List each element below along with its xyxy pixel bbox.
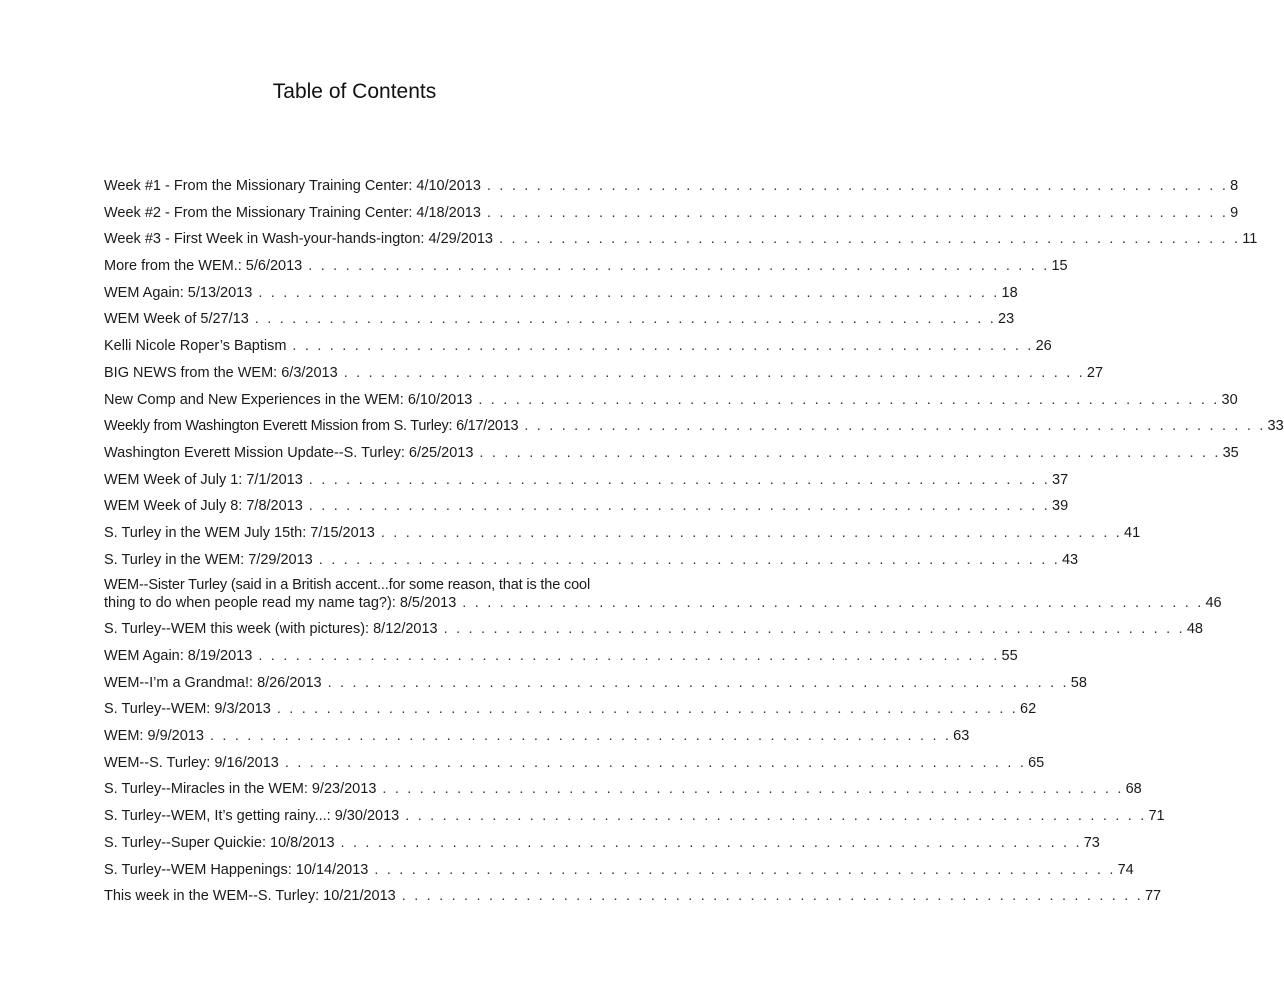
dot-leader: . . . . . . . . . . . . . . . . . . . . . . . . . . . . . . . . . . . . . . . . . . . . . . . . . . . . . . . . . . . . <box>318 551 1060 568</box>
toc-entry <box>104 202 1239 229</box>
toc-entry-title: S. Turley in the WEM: 7/29/2013 <box>104 551 313 568</box>
toc-page-number: 48 <box>1186 621 1203 638</box>
toc-entry-title: This week in the WEM--S. Turley: 10/21/2013 <box>104 888 396 905</box>
toc-page-number: 9 <box>1230 204 1239 221</box>
toc-page-number: 35 <box>1222 444 1239 461</box>
toc-entry <box>104 335 1052 362</box>
dot-leader: . . . . . . . . . . . . . . . . . . . . . . . . . . . . . . . . . . . . . . . . . . . . . . . . . . . . . . . . . . . . <box>327 674 1069 691</box>
toc-entry <box>104 389 1238 416</box>
toc-entry-title: S. Turley--Miracles in the WEM: 9/23/2013 <box>104 781 377 798</box>
dot-leader: . . . . . . . . . . . . . . . . . . . . . . . . . . . . . . . . . . . . . . . . . . . . . . . . . . . . . . . . . . . . <box>405 808 1147 825</box>
dot-leader: . . . . . . . . . . . . . . . . . . . . . . . . . . . . . . . . . . . . . . . . . . . . . . . . . . . . . . . . . . . . <box>443 621 1185 638</box>
toc-entry <box>104 282 1018 309</box>
toc-entry-title: WEM Again: 8/19/2013 <box>104 648 253 664</box>
dot-leader: . . . . . . . . . . . . . . . . . . . . . . . . . . . . . . . . . . . . . . . . . . . . . . . . . . . . . . . . . . . . <box>343 364 1085 381</box>
toc-entry-title: S. Turley--Super Quickie: 10/8/2013 <box>104 834 335 851</box>
dot-leader: . . . . . . . . . . . . . . . . . . . . . . . . . . . . . . . . . . . . . . . . . . . . . . . . . . . . . . . . . . . . <box>292 338 1034 355</box>
toc-entry-title: WEM Again: 5/13/2013 <box>104 284 253 301</box>
toc-page-number: 68 <box>1125 781 1142 798</box>
toc-entry-title: WEM--S. Turley: 9/16/2013 <box>104 754 279 771</box>
toc-entry-title: Week #1 - From the Missionary Training Center: 4/10/2013 <box>104 178 481 194</box>
toc-entry <box>104 495 1069 522</box>
dot-leader: . . . . . . . . . . . . . . . . . . . . . . . . . . . . . . . . . . . . . . . . . . . . . . . . . . . . . . . . . . . . <box>479 444 1221 461</box>
toc-page-number: 41 <box>1124 524 1141 541</box>
toc-list <box>104 175 1284 912</box>
toc-page-number: 62 <box>1020 701 1037 718</box>
dot-leader: . . . . . . . . . . . . . . . . . . . . . . . . . . . . . . . . . . . . . . . . . . . . . . . . . . . . . . . . . . . . <box>374 861 1116 878</box>
toc-entry <box>104 442 1239 469</box>
dot-leader: . . . . . . . . . . . . . . . . . . . . . . . . . . . . . . . . . . . . . . . . . . . . . . . . . . . . . . . . . . . . <box>276 701 1019 718</box>
toc-entry-title-line1: WEM--Sister Turley (said in a British accent...for some reason, that is the cool <box>104 577 591 594</box>
toc-entry-title: WEM Week of July 8: 7/8/2013 <box>104 498 303 515</box>
dot-leader: . . . . . . . . . . . . . . . . . . . . . . . . . . . . . . . . . . . . . . . . . . . . . . . . . . . . . . . . . . . . <box>209 728 952 745</box>
toc-page-number: 74 <box>1117 861 1134 878</box>
toc-entry <box>104 698 1037 725</box>
toc-entry <box>104 575 1222 618</box>
dot-leader: . . . . . . . . . . . . . . . . . . . . . . . . . . . . . . . . . . . . . . . . . . . . . . . . . . . . . . . . . . . . <box>254 311 996 328</box>
toc-page-number: 11 <box>1242 231 1258 248</box>
dot-leader: . . . . . . . . . . . . . . . . . . . . . . . . . . . . . . . . . . . . . . . . . . . . . . . . . . . . . . . . . . . . <box>308 258 1050 275</box>
toc-page-number: 37 <box>1052 471 1069 488</box>
toc-entry-title: thing to do when people read my name tag?): 8/5/2013 <box>104 595 457 612</box>
toc-entry-title: WEM: 9/9/2013 <box>104 728 204 745</box>
dot-leader: . . . . . . . . . . . . . . . . . . . . . . . . . . . . . . . . . . . . . . . . . . . . . . . . . . . . . . . . . . . . <box>486 178 1229 194</box>
toc-entry-title: WEM Week of July 1: 7/1/2013 <box>104 471 303 488</box>
dot-leader: . . . . . . . . . . . . . . . . . . . . . . . . . . . . . . . . . . . . . . . . . . . . . . . . . . . . . . . . . . . . <box>380 524 1123 541</box>
dot-leader: . . . . . . . . . . . . . . . . . . . . . . . . . . . . . . . . . . . . . . . . . . . . . . . . . . . . . . . . . . . . <box>462 595 1204 612</box>
toc-entry <box>104 255 1068 282</box>
toc-entry-line2 <box>104 594 1222 612</box>
toc-entry <box>104 645 1018 672</box>
toc-entry <box>104 618 1203 645</box>
toc-entry <box>104 522 1141 549</box>
toc-page-number: 63 <box>953 728 970 745</box>
toc-entry-title: BIG NEWS from the WEM: 6/3/2013 <box>104 364 338 381</box>
toc-entry <box>104 778 1142 805</box>
toc-page-number: 27 <box>1086 364 1104 381</box>
toc-entry <box>104 752 1045 779</box>
toc-entry-title: S. Turley--WEM Happenings: 10/14/2013 <box>104 861 369 878</box>
toc-entry-title: New Comp and New Experiences in the WEM: 6/10/2013 <box>104 391 473 408</box>
toc-page-number: 18 <box>1001 284 1018 301</box>
toc-page-number: 65 <box>1028 754 1045 771</box>
toc-entry <box>104 832 1100 859</box>
dot-leader: . . . . . . . . . . . . . . . . . . . . . . . . . . . . . . . . . . . . . . . . . . . . . . . . . . . . . . . . . . . . <box>284 754 1027 771</box>
toc-entry <box>104 885 1162 912</box>
toc-entry <box>104 859 1134 886</box>
toc-entry <box>104 415 1284 442</box>
toc-entry <box>104 362 1104 389</box>
toc-entry-title: S. Turley in the WEM July 15th: 7/15/2013 <box>104 524 375 541</box>
toc-entry-title: More from the WEM.: 5/6/2013 <box>104 258 303 275</box>
toc-entry-title: S. Turley--WEM: 9/3/2013 <box>104 701 271 718</box>
dot-leader: . . . . . . . . . . . . . . . . . . . . . . . . . . . . . . . . . . . . . . . . . . . . . . . . . . . . . . . . . . . . <box>258 648 1000 664</box>
toc-entry <box>104 549 1079 576</box>
dot-leader: . . . . . . . . . . . . . . . . . . . . . . . . . . . . . . . . . . . . . . . . . . . . . . . . . . . . . . . . . . . . <box>486 204 1229 221</box>
dot-leader: . . . . . . . . . . . . . . . . . . . . . . . . . . . . . . . . . . . . . . . . . . . . . . . . . . . . . . . . . . . . <box>308 498 1050 515</box>
toc-entry <box>104 308 1015 335</box>
toc-page-number: 15 <box>1051 258 1068 275</box>
dot-leader: . . . . . . . . . . . . . . . . . . . . . . . . . . . . . . . . . . . . . . . . . . . . . . . . . . . . . . . . . . . . <box>524 418 1266 435</box>
toc-page-number: 23 <box>998 311 1015 328</box>
dot-leader: . . . . . . . . . . . . . . . . . . . . . . . . . . . . . . . . . . . . . . . . . . . . . . . . . . . . . . . . . . . . <box>478 391 1220 408</box>
toc-page-number: 73 <box>1083 834 1100 851</box>
toc-entry <box>104 469 1069 496</box>
toc-entry-title: WEM Week of 5/27/13 <box>104 311 249 328</box>
toc-entry-title: S. Turley--WEM this week (with pictures): 8/12/2013 <box>104 621 438 638</box>
toc-entry-title: S. Turley--WEM, It’s getting rainy...: 9/30/2013 <box>104 808 400 825</box>
toc-entry <box>104 175 1239 202</box>
toc-page-number: 77 <box>1144 888 1162 905</box>
toc-page-number: 26 <box>1035 338 1052 355</box>
toc-entry-title: WEM--I’m a Grandma!: 8/26/2013 <box>104 674 322 691</box>
dot-leader: . . . . . . . . . . . . . . . . . . . . . . . . . . . . . . . . . . . . . . . . . . . . . . . . . . . . . . . . . . . . <box>382 781 1124 798</box>
dot-leader: . . . . . . . . . . . . . . . . . . . . . . . . . . . . . . . . . . . . . . . . . . . . . . . . . . . . . . . . . . . . <box>258 284 1000 301</box>
toc-entry <box>104 725 970 752</box>
toc-page-number: 8 <box>1230 178 1239 194</box>
dot-leader: . . . . . . . . . . . . . . . . . . . . . . . . . . . . . . . . . . . . . . . . . . . . . . . . . . . . . . . . . . . . <box>308 471 1050 488</box>
toc-page-number: 30 <box>1221 391 1238 408</box>
toc-entry-title: Weekly from Washington Everett Mission from S. Turley: 6/17/2013 <box>104 418 519 435</box>
dot-leader: . . . . . . . . . . . . . . . . . . . . . . . . . . . . . . . . . . . . . . . . . . . . . . . . . . . . . . . . . . . . <box>401 888 1143 905</box>
toc-entry <box>104 228 1258 255</box>
toc-entry-title: Week #3 - First Week in Wash-your-hands-ington: 4/29/2013 <box>104 231 494 248</box>
toc-page-number: 58 <box>1070 674 1087 691</box>
dot-leader: . . . . . . . . . . . . . . . . . . . . . . . . . . . . . . . . . . . . . . . . . . . . . . . . . . . . . . . . . . . . <box>340 834 1082 851</box>
toc-entry-title: Week #2 - From the Missionary Training Center: 4/18/2013 <box>104 204 481 221</box>
page-title: Table of Contents <box>272 80 437 103</box>
toc-page-number: 39 <box>1052 498 1069 515</box>
toc-entry-title: Kelli Nicole Roper’s Baptism <box>104 338 287 355</box>
toc-entry <box>104 805 1165 832</box>
dot-leader: . . . . . . . . . . . . . . . . . . . . . . . . . . . . . . . . . . . . . . . . . . . . . . . . . . . . . . . . . . . . <box>499 231 1241 248</box>
toc-page-number: 46 <box>1205 595 1222 612</box>
toc-page-number: 43 <box>1061 551 1079 568</box>
toc-page-number: 71 <box>1148 808 1165 825</box>
toc-page-number: 33 <box>1267 418 1284 435</box>
toc-page-number: 55 <box>1001 648 1018 664</box>
toc-entry-title: Washington Everett Mission Update--S. Turley: 6/25/2013 <box>104 444 474 461</box>
toc-entry <box>104 672 1087 699</box>
